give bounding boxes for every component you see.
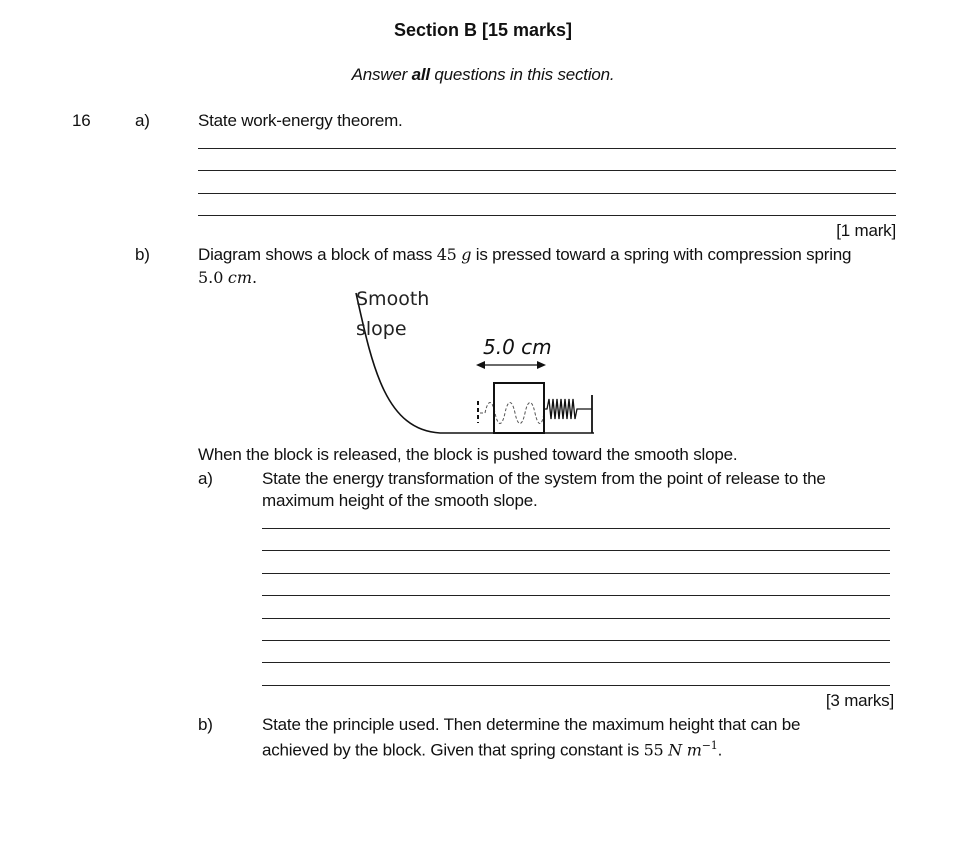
answer-line xyxy=(198,170,896,171)
slope-label-line2: slope xyxy=(356,318,407,340)
slope-label-line1: Smooth xyxy=(356,288,430,310)
part-b-label: b) xyxy=(135,245,150,264)
compression-value: 5.0 cm. xyxy=(198,268,258,287)
sub-a-marks: [3 marks] xyxy=(825,691,894,710)
part-a-question: State work-energy theorem. xyxy=(198,111,403,130)
sub-a-question-line2: maximum height of the smooth slope. xyxy=(262,491,538,510)
released-statement: When the block is released, the block is pushed toward the smooth slope. xyxy=(198,445,738,464)
section-instruction: Answer all questions in this section. xyxy=(351,65,615,84)
block xyxy=(494,383,544,433)
answer-line xyxy=(262,640,890,641)
answer-line xyxy=(198,193,896,194)
spring-block-diagram xyxy=(330,285,610,445)
compressed-spring xyxy=(544,399,592,419)
section-title: Section B [15 marks] xyxy=(393,20,573,40)
answer-line xyxy=(262,550,890,551)
question-number: 16 xyxy=(72,111,91,130)
part-a-label: a) xyxy=(135,111,150,130)
sub-b-question-line2: achieved by the block. Given that spring constant is 55 N $m^{-1}$. xyxy=(262,739,723,760)
answer-line xyxy=(198,215,896,216)
part-b-question: Diagram shows a block of mass 45 g is pressed toward a spring with compression spring xyxy=(198,245,852,264)
answer-line xyxy=(262,618,890,619)
sub-a-question-line1: State the energy transformation of the system from the point of release to the xyxy=(262,469,826,488)
answer-line xyxy=(262,573,890,574)
distance-arrow-right-head xyxy=(537,361,546,369)
sub-a-label: a) xyxy=(198,469,213,488)
part-a-marks: [1 mark] xyxy=(836,221,896,240)
answer-line xyxy=(262,528,890,529)
answer-line xyxy=(262,662,890,663)
uncompressed-spring-outline xyxy=(480,403,544,424)
distance-label: 5.0 cm xyxy=(483,335,552,359)
answer-line xyxy=(262,595,890,596)
answer-line xyxy=(198,148,896,149)
sub-b-question-line1: State the principle used. Then determine the maximum height that can be xyxy=(262,715,801,734)
answer-line xyxy=(262,685,890,686)
sub-b-label: b) xyxy=(198,715,213,734)
distance-arrow-left-head xyxy=(476,361,485,369)
